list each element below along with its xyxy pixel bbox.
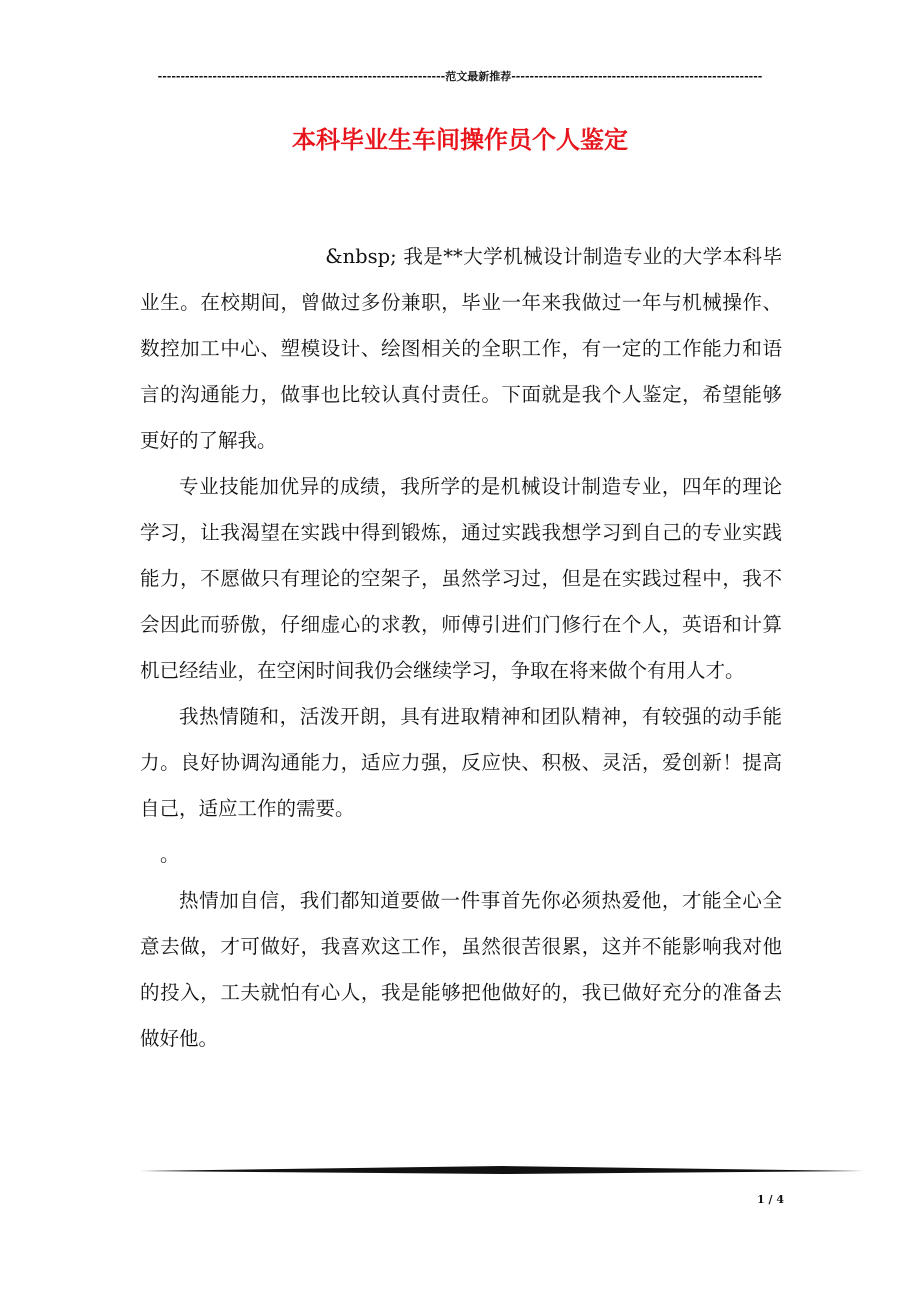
page-header-banner: ---------------------------------------------------------------范文最新推荐------------------------------------------------------- — [157, 70, 763, 83]
page-number: 1 / 4 — [757, 1193, 784, 1206]
footer-divider — [140, 1163, 864, 1177]
document-body — [140, 234, 782, 1062]
paragraph-personality: 我热情随和，活泼开朗，具有进取精神和团队精神，有较强的动手能力。良好协调沟通能力，适应力强，反应快、积极、灵活，爱创新！提高自己，适应工作的需要。 — [140, 705, 782, 820]
paragraph-intro: &nbsp; 我是**大学机械设计制造专业的大学本科毕业生。在校期间，曾做过多份兼职，毕业一年来我做过一年与机械操作、数控加工中心、塑模设计、绘图相关的全职工作，有一定的工作能力和语言的沟通能力，做事也比较认真付责任。下面就是我个人鉴定，希望能够更好的了解我。 — [140, 245, 782, 452]
document-title: 本科毕业生车间操作员个人鉴定 — [292, 125, 628, 154]
paragraph-passion: 热情加自信，我们都知道要做一件事首先你必须热爱他，才能全心全意去做，才可做好，我喜欢这工作，虽然很苦很累，这并不能影响我对他的投入，工夫就怕有心人，我是能够把他做好的，我已做好充分的准备去做好他。 — [140, 889, 782, 1050]
paragraph-skills: 专业技能加优异的成绩，我所学的是机械设计制造专业，四年的理论学习，让我渴望在实践中得到锻炼，通过实践我想学习到自己的专业实践能力，不愿做只有理论的空架子，虽然学习过，但是在实践过程中，我不会因此而骄傲，仔细虚心的求教，师傅引进们门修行在个人，英语和计算机已经结业，在空闲时间我仍会继续学习，争取在将来做个有用人才。 — [140, 475, 782, 682]
paragraph-period: 。 — [160, 843, 180, 866]
